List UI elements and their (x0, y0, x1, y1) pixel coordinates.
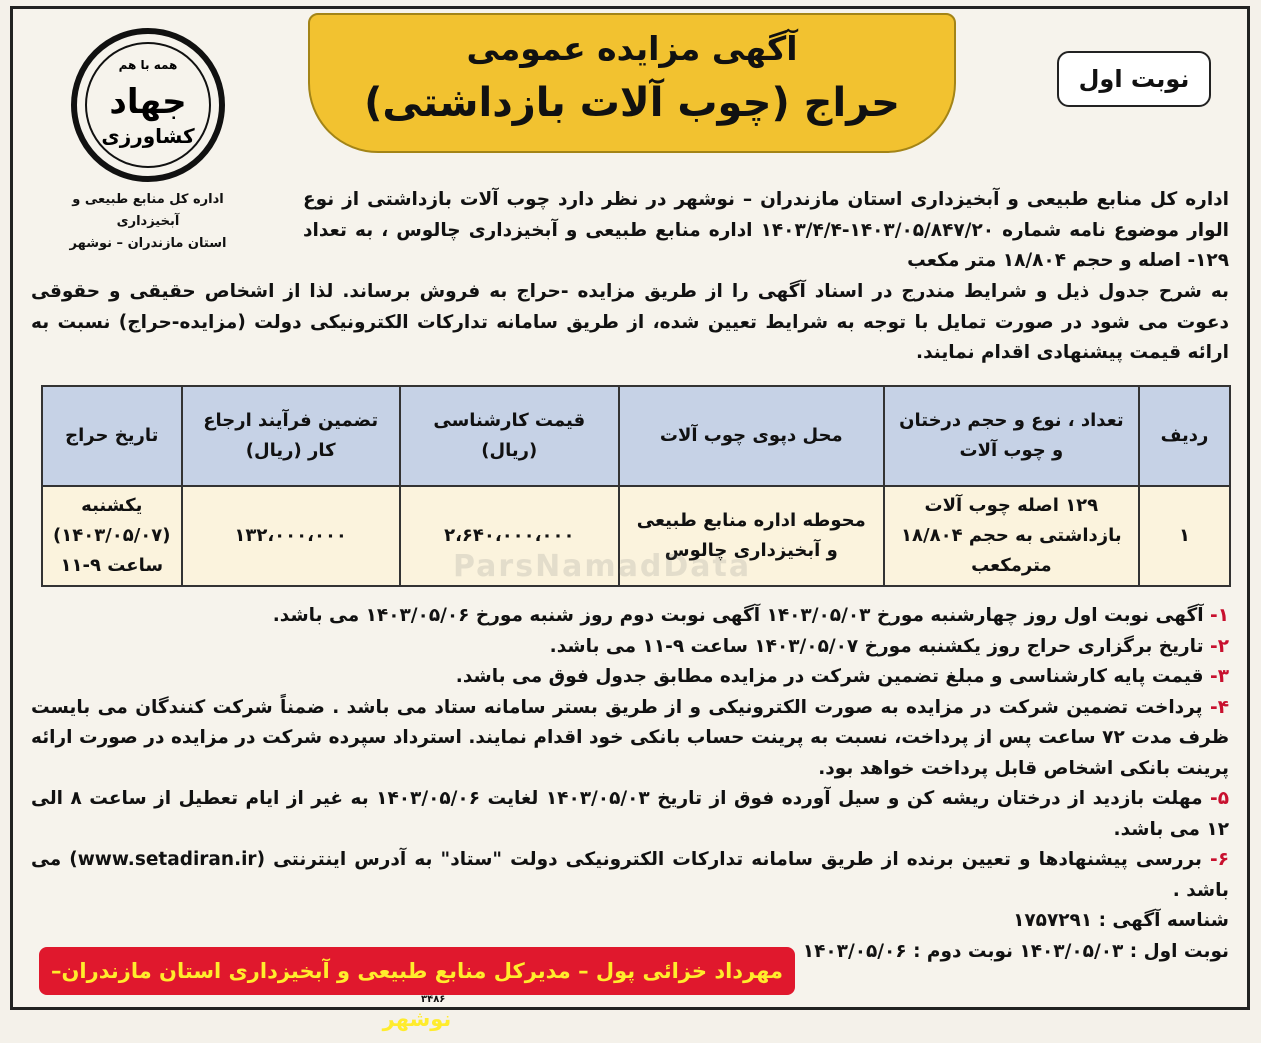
logo-main-text: جهاد (109, 82, 187, 122)
logo-caption-line-2: استان مازندران – نوشهر (69, 236, 227, 251)
cell-expert-price: ۲،۶۴۰،۰۰۰،۰۰۰ (400, 486, 619, 586)
cell-guarantee: ۱۳۲،۰۰۰،۰۰۰ (182, 486, 400, 586)
header-guarantee: تضمین فرآیند ارجاع کار (ریال) (182, 386, 400, 486)
condition-text: آگهی نوبت اول روز چهارشنبه مورخ ۱۴۰۳/۰۵/۰۳ آگهی نوبت دوم روز شنبه مورخ ۱۴۰۳/۰۵/۰۶ می باشد. (272, 605, 1204, 626)
condition-text: بررسی پیشنهادها و تعیین برنده از طریق سامانه تدارکات الکترونیکی دولت "ستاد" به آدرس اینترنتی (www.setadiran.ir) می باشد . (31, 849, 1229, 901)
logo-top-text: همه با هم (118, 58, 178, 72)
jahad-keshavarzi-logo-icon (68, 25, 228, 185)
header-row-number: ردیف (1139, 386, 1230, 486)
signature-banner: مهرداد خزائی پول – مدیرکل منابع طبیعی و آبخیزداری استان مازندران–نوشهر (39, 947, 795, 995)
conditions-list (31, 601, 1229, 937)
condition-number: ۶- (1210, 849, 1229, 870)
cell-row-number: ۱ (1139, 486, 1230, 586)
condition-text: قیمت پایه کارشناسی و مبلغ تضمین شرکت در مزایده مطابق جدول فوق می باشد. (455, 666, 1204, 687)
title-banner (308, 13, 956, 153)
condition-number: ۴- (1210, 696, 1229, 718)
condition-number: ۵- (1210, 788, 1229, 809)
condition-number: ۳- (1210, 666, 1229, 687)
condition-text: تاریخ برگزاری حراج روز یکشنبه مورخ ۱۴۰۳/۰۵/۰۷ ساعت ۹-۱۱ می باشد. (549, 635, 1204, 657)
advertisement-page (10, 6, 1250, 1031)
condition-text: پرداخت تضمین شرکت در مزایده به صورت الکترونیکی و از طریق بستر سامانه ستاد می باشد . ضمناً شرکت کنندگان می بایست ظرف مدت ۷۲ ساعت پس از پرداخت، نسبت به پرینت حساب بانکی خود اقدام نمایند. استرداد سپرده شرکت در مزایده در صورت ارائه پرینت بانکی اشخاص قابل پرداخت خواهد بود. (31, 696, 1229, 779)
list-item (31, 693, 1229, 785)
title-line-1: آگهی مزایده عمومی (466, 29, 798, 68)
list-item (31, 662, 1229, 693)
list-item (31, 601, 1229, 632)
condition-text: مهلت بازدید از درختان ریشه کن و سیل آورده فوق از تاریخ ۱۴۰۳/۰۵/۰۳ لغایت ۱۴۰۳/۰۵/۰۶ به غیر از ایام تعطیل از ساعت ۸ الی ۱۲ می باشد. (31, 788, 1229, 840)
list-item (31, 632, 1229, 663)
logo-sub-text: کشاورزی (101, 124, 195, 148)
intro-paragraph: اداره کل منابع طبیعی و آبخیزداری استان مازندران – نوشهر در نظر دارد چوب آلات بازداشتی از نوع الوار موضوع نامه شماره ۱۴۰۳/۰۵/۸۴۷/۲۰-۱۴۰۳/۴/۴ اداره منابع طبیعی و آبخیزداری چالوس ، به تعداد ۱۲۹- اصله و حجم ۱۸/۸۰۴ متر مکعب (303, 189, 1229, 271)
watermark: ParsNamadData (453, 549, 752, 584)
list-item (31, 784, 1229, 845)
header-expert-price: قیمت کارشناسی (ریال) (400, 386, 619, 486)
header-item-description: تعداد ، نوع و حجم درختان و چوب آلات (884, 386, 1139, 486)
table-header-row (42, 386, 1230, 486)
logo-caption (43, 189, 253, 255)
header-auction-date: تاریخ حراج (42, 386, 182, 486)
cell-auction-date: یکشنبه (۱۴۰۳/۰۵/۰۷) ساعت ۹-۱۱ (42, 486, 182, 586)
condition-number: ۲- (1210, 635, 1229, 657)
list-item (31, 845, 1229, 906)
title-line-2: حراج (چوب آلات بازداشتی) (364, 80, 900, 126)
logo-caption-line-1: اداره کل منابع طبیعی و آبخیزداری (72, 192, 224, 229)
cell-item-description: ۱۲۹ اصله چوب آلات بازداشتی به حجم ۱۸/۸۰۴ مترمکعب (884, 486, 1139, 586)
round-badge: نوبت اول (1057, 51, 1211, 107)
header-depot-location: محل دپوی چوب آلات (619, 386, 884, 486)
publication-dates: نوبت اول : ۱۴۰۳/۰۵/۰۳ نوبت دوم : ۱۴۰۳/۰۵/۰۶ (802, 941, 1229, 962)
intro-paragraph-continued: به شرح جدول ذیل و شرایط مندرج در اسناد آگهی را از طریق مزایده -حراج به فروش برساند. لذا از اشخاص حقیقی و حقوقی دعوت می شود در صورت تمایل با توجه به شرایط تعیین شده، از طریق سامانه تدارکات الکترونیکی دولت (مزایده-حراج) نسبت به ارائه قیمت پیشنهادی اقدام نمایند. (31, 281, 1229, 363)
cell-depot-location: محوطه اداره منابع طبیعی و آبخیزداری چالوس (619, 486, 884, 586)
ad-code: ۳۴۸۶ (421, 994, 446, 1005)
ad-id: شناسه آگهی : ۱۷۵۷۲۹۱ (1013, 910, 1229, 931)
condition-number: ۱- (1210, 605, 1229, 626)
